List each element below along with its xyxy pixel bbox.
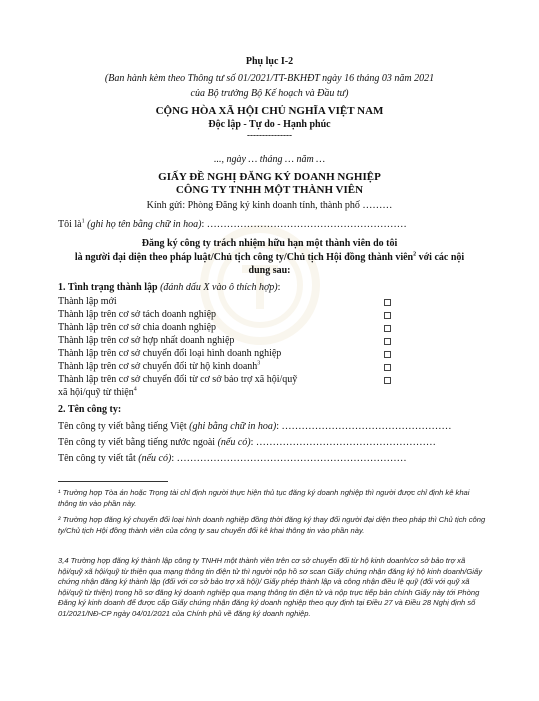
field-label: Tên công ty viết bằng tiếng nước ngoài — [58, 437, 218, 448]
footnote-3-4: 3,4 Trường hợp đăng ký thành lập công ty TNHH một thành viên trên cơ sở chuyển đổi từ hộ kinh doanh/cơ sở bảo trợ xã hội/quỹ xã hội/quỹ từ thiện qua mạng thông tin điện tử thì người nộp hồ sơ scan Giấy chứng nhận đăng ký hộ kinh doanh/Giấy chứng nhận đăng ký thành lập (đối với cơ sở bảo trợ xã hội)/ Giấy phép thành lập và công nhận điều lệ quỹ (đối với quỹ xã hội/quỹ từ thiện) trong hồ sơ đăng ký doanh nghiệp qua mạng thông tin điện tử và nộp trực tiếp bản chính Giấy này tới Phòng Đăng ký kinh doanh để được cấp Giấy chứng nhận đăng ký doanh nghiệp theo quy định tại Điều 27 và Điều 28 Nghị định số 01/2021/NĐ-CP ngày 04/01/2021 của Chính phủ về đăng ký doanh nghiệp. — [58, 556, 483, 618]
field-label: Tên công ty viết bằng tiếng Việt — [58, 421, 190, 432]
issued-line-1: (Ban hành kèm theo Thông tư số 01/2021/TT-BKHĐT ngày 16 tháng 03 năm 2021 — [104, 73, 435, 84]
field-label: Tên công ty viết tắt — [58, 453, 139, 464]
addressee: Kính gửi: Phòng Đăng ký kinh doanh tỉnh, thành phố ……… — [146, 200, 393, 211]
declarant-prefix: Tôi là — [58, 219, 82, 230]
footnote-2: ² Trường hợp đăng ký chuyển đổi loại hình doanh nghiệp đồng thời đăng ký thay đổi người đại diện theo pháp thì Chủ tịch công ty/Chủ tịch Hội đồng thành viên của công ty sau chuyển đổi kê khai thông tin vào phần này. — [58, 515, 486, 535]
checkbox-convert-type[interactable] — [384, 351, 391, 358]
country-name: CỘNG HÒA XÃ HỘI CHỦ NGHĨA VIỆT NAM — [155, 105, 384, 117]
footnote-rule — [58, 481, 168, 482]
field-hint: (ghi bằng chữ in hoa) — [189, 421, 277, 432]
checkbox-household[interactable] — [384, 364, 391, 371]
section-1-heading — [58, 282, 280, 293]
option-split: Thành lập trên cơ sở tách doanh nghiệp — [58, 309, 217, 320]
section-2-heading: 2. Tên công ty: — [58, 404, 122, 415]
footnote-ref-1[interactable]: 1 — [81, 218, 85, 225]
request-line-1: Đăng ký công ty trách nhiệm hữu hạn một thành viên do tôi — [141, 238, 398, 249]
section-1-colon: : — [277, 282, 281, 293]
issued-line-2: của Bộ trưởng Bộ Kế hoạch và Đầu tư) — [190, 88, 349, 99]
form-title-line-2: CÔNG TY TNHH MỘT THÀNH VIÊN — [175, 184, 364, 196]
request-line-2-tail: với các nội — [416, 252, 465, 263]
footnote-ref-2[interactable]: 2 — [413, 251, 417, 258]
option-new: Thành lập mới — [58, 296, 117, 307]
motto-rule: --------------- — [247, 130, 292, 140]
option-social-fund-cont — [58, 387, 137, 398]
section-1-title: 1. Tình trạng thành lập — [58, 282, 158, 293]
option-household — [58, 361, 260, 372]
option-household-text: Thành lập trên cơ sở chuyển đổi từ hộ kinh doanh — [58, 361, 258, 372]
date-line: ..., ngày … tháng … năm … — [213, 154, 326, 165]
section-1-hint: (đánh dấu X vào ô thích hợp) — [160, 282, 278, 293]
footnote-1: ¹ Trường hợp Tòa án hoặc Trọng tài chỉ định người thực hiện thủ tục đăng ký doanh nghiệp thì người được chỉ định kê khai thông tin vào phần này. — [58, 488, 470, 508]
checkbox-consolidate[interactable] — [384, 338, 391, 345]
field-dots: : …………………………………………… — [276, 421, 452, 432]
checkbox-new[interactable] — [384, 299, 391, 306]
form-title-line-1: GIẤY ĐỀ NGHỊ ĐĂNG KÝ DOANH NGHIỆP — [158, 171, 381, 183]
request-line-3: dung sau: — [248, 265, 291, 276]
checkbox-split[interactable] — [384, 312, 391, 319]
field-hint: (nếu có) — [138, 453, 172, 464]
footnote-ref-4[interactable]: 4 — [133, 386, 137, 393]
request-line-2-text: là người đại diện theo pháp luật/Chủ tịch công ty/Chủ tịch Hội đồng thành viên — [74, 252, 414, 263]
request-line-2 — [0, 252, 539, 263]
option-convert-type: Thành lập trên cơ sở chuyển đổi loại hình doanh nghiệp — [58, 348, 282, 359]
declarant-dots: : …………………………………………………… — [201, 219, 407, 230]
option-divide: Thành lập trên cơ sở chia doanh nghiệp — [58, 322, 217, 333]
appendix-label: Phụ lục I-2 — [245, 56, 294, 67]
field-name-abbrev[interactable] — [58, 453, 407, 464]
declarant-hint: (ghi họ tên bằng chữ in hoa) — [87, 219, 202, 230]
motto: Độc lập - Tự do - Hạnh phúc — [208, 119, 331, 130]
field-dots: : ……………………………………………… — [250, 437, 436, 448]
declarant-line — [58, 219, 407, 230]
checkbox-social-fund[interactable] — [384, 377, 391, 384]
option-consolidate: Thành lập trên cơ sở hợp nhất doanh nghiệp — [58, 335, 235, 346]
checkbox-divide[interactable] — [384, 325, 391, 332]
option-social-fund: Thành lập trên cơ sở chuyển đổi từ cơ sở bảo trợ xã hội/quỹ — [58, 374, 298, 385]
field-hint: (nếu có) — [217, 437, 251, 448]
footnote-ref-3[interactable]: 3 — [257, 360, 261, 367]
field-name-vietnamese[interactable] — [58, 421, 452, 432]
option-social-fund-cont-text: xã hội/quỹ từ thiện — [58, 387, 134, 398]
field-name-foreign[interactable] — [58, 437, 436, 448]
field-dots: : …………………………………………………………… — [171, 453, 407, 464]
